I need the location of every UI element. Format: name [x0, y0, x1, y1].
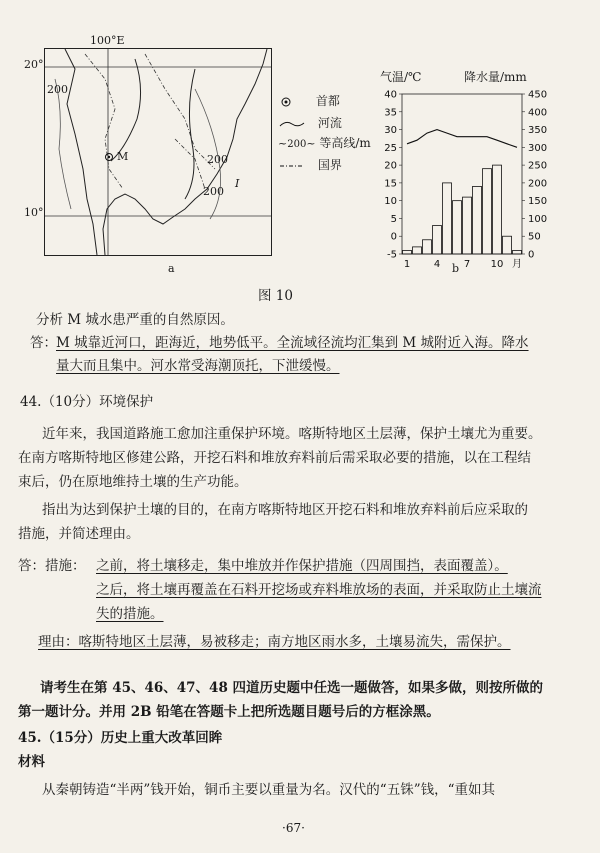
right-tick-label: 300	[528, 142, 548, 154]
map-caption: a	[168, 262, 175, 275]
legend-contour: ~200~ 等高线/m	[278, 136, 371, 150]
q44-title: 44.（10分）环境保护	[20, 394, 154, 410]
precipitation-bar	[503, 236, 512, 254]
left-tick-label: 35	[384, 107, 397, 119]
climate-chart	[376, 68, 576, 278]
temperature-line	[407, 130, 517, 148]
lat-top-label: 20°	[24, 58, 44, 71]
right-tick-label: 100	[528, 213, 548, 225]
notice-line-1: 请考生在第 45、46、47、48 四道历史题中任选一题做答，如果多做，则按所做的	[40, 680, 544, 696]
q44-reason: 理由：喀斯特地区土层薄，易被移走；南方地区雨水多，土壤易流失，需保护。	[38, 634, 511, 650]
precipitation-bar	[443, 183, 452, 254]
q45-body: 从秦朝铸造“半两”钱开始，铜币主要以重量为名。汉代的“五铢”钱，“重如其	[42, 782, 496, 798]
q43-answer-line-2: 量大而且集中。河水常受海潮顶托，下泄缓慢。	[56, 358, 340, 374]
precipitation-bar	[463, 197, 472, 254]
right-tick-label: 200	[528, 178, 548, 190]
precipitation-bar	[433, 226, 442, 254]
page-number: ·67·	[282, 821, 305, 835]
x-axis-label: 月	[512, 259, 522, 270]
left-tick-label: 40	[384, 89, 397, 101]
river-symbol-icon	[278, 117, 306, 131]
x-tick-label: 7	[463, 259, 471, 270]
border-symbol-icon	[278, 159, 306, 173]
river-chao-phraya	[111, 59, 141, 161]
q44-para2-line-1: 指出为达到保护土壤的目的，在南方喀斯特地区开挖石料和堆放弃料前后应采取的	[42, 502, 528, 518]
q43-answer-label: 答：	[30, 335, 57, 351]
precipitation-bar	[413, 247, 422, 254]
left-tick-label: 5	[390, 213, 397, 225]
q45-title: 45.（15分）历史上重大改革回眸	[18, 730, 223, 746]
border-lines	[85, 54, 215, 189]
contour-label-1: 200	[47, 83, 68, 96]
map-drawing	[45, 49, 271, 255]
left-tick-label: 0	[390, 231, 397, 243]
precipitation-bar	[473, 186, 482, 254]
q44-para1-line-2: 在南方喀斯特地区修建公路，开挖石料和堆放弃料前后需采取必要的措施，以在工程结	[18, 450, 531, 466]
right-tick-label: 250	[528, 160, 548, 172]
x-tick-label: 1	[403, 259, 411, 270]
precipitation-bar	[513, 250, 522, 254]
material-label: 材料	[18, 754, 45, 770]
figure-title: 图 10	[258, 288, 293, 304]
q44-para1-line-1: 近年来，我国道路施工愈加注重保护环境。喀斯特地区土层薄，保护土壤尤为重要。	[42, 426, 542, 442]
plot-frame	[402, 94, 522, 254]
right-tick-label: 50	[528, 231, 541, 243]
precipitation-bar	[483, 169, 492, 254]
legend-border: 国界	[278, 156, 342, 174]
legend-capital: 首都	[278, 92, 340, 110]
q44-answer-line-1: 之前，将土壤移走，集中堆放并作保护措施（四周围挡，表面覆盖）。	[96, 558, 508, 574]
right-tick-label: 350	[528, 125, 548, 137]
left-axis-title: 气温/℃	[380, 70, 422, 84]
lat-bottom-label: 10°	[24, 206, 44, 219]
capital-symbol-icon	[278, 95, 294, 109]
q44-para2-line-2: 措施，并简述理由。	[18, 526, 140, 542]
climate-chart-svg	[376, 86, 576, 278]
map-figure	[44, 48, 272, 256]
coastline	[65, 49, 267, 255]
left-tick-label: 30	[384, 125, 397, 137]
q44-answer-line-3: 失的措施。	[96, 606, 164, 622]
right-tick-label: 0	[528, 249, 535, 261]
precipitation-bar	[493, 165, 502, 254]
right-tick-label: 450	[528, 89, 548, 101]
precipitation-bar	[423, 240, 432, 254]
notice-line-2: 第一题计分。并用 2B 铅笔在答题卡上把所选题目题号后的方框涂黑。	[18, 704, 440, 720]
left-tick-label: 25	[384, 142, 397, 154]
right-tick-label: 400	[528, 107, 548, 119]
precipitation-bar	[453, 201, 462, 254]
climate-caption: b	[452, 262, 460, 275]
precipitation-bar	[403, 250, 412, 254]
left-tick-label: 15	[384, 178, 397, 190]
river-mark: I	[235, 177, 240, 190]
lon-label: 100°E	[90, 34, 125, 47]
q44-answer-label: 答：措施：	[18, 558, 86, 574]
legend-river: 河流	[278, 114, 342, 132]
left-tick-label: 10	[384, 196, 397, 208]
left-tick-label: 20	[384, 160, 397, 172]
q44-answer-line-2: 之后，将土壤再覆盖在石料开挖场或弃料堆放场的表面，并采取防止土壤流	[96, 582, 542, 598]
x-tick-label: 4	[433, 259, 441, 270]
contour-label-2: 200	[207, 153, 228, 166]
right-axis-title: 降水量/mm	[464, 70, 527, 84]
left-tick-label: -5	[387, 249, 397, 261]
x-tick-label: 10	[490, 259, 504, 270]
right-tick-label: 150	[528, 196, 548, 208]
contour-label-3: 200	[203, 185, 224, 198]
q44-para1-line-3: 束后，仍在原地维持土壤的生产功能。	[18, 474, 248, 490]
q43-answer-line-1: M 城靠近河口，距海近，地势低平。全流域径流均汇集到 M 城附近入海。降水	[56, 335, 529, 351]
city-label: M	[117, 150, 129, 163]
q43-prompt: 分析 M 城水患严重的自然原因。	[36, 312, 234, 328]
